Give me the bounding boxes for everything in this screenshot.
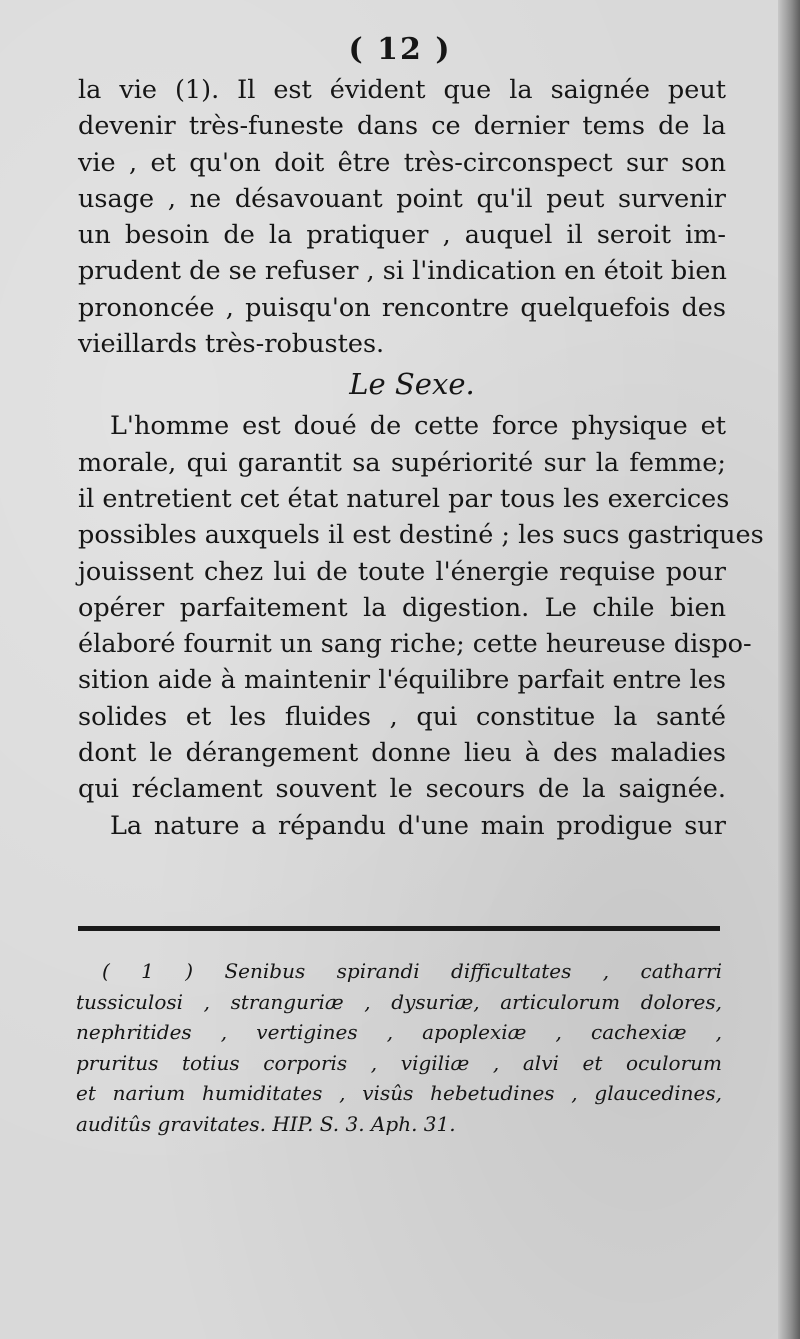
text-line: prononcée , puisqu'on rencontre quelquefois des [78,292,726,323]
text-line: solides et les fluides , qui constitue la santé [78,701,726,732]
text-line: qui réclament souvent le secours de la saignée. [78,774,726,805]
section-heading: Le Sexe. [349,367,475,402]
footnote [76,956,722,1140]
page-number: ( 12 ) [348,32,452,67]
text-line: morale, qui garantit sa supériorité sur la femme; [78,447,726,478]
text-line: opérer parfaitement la digestion. Le chile bien [78,592,726,623]
footnote-separator-rule [78,926,720,931]
footnote-line: auditûs gravitates. HIP. S. 3. Aph. 31. [76,1111,456,1136]
footnote-line: et narium humiditates , visûs hebetudines , glaucedines, [76,1081,722,1106]
footnote-line: pruritus totius corporis , vigiliæ , alvi et oculorum [76,1050,722,1075]
paragraph-1 [78,72,726,362]
text-line: devenir très-funeste dans ce dernier tems de la [78,111,726,142]
text-line: jouissent chez lui de toute l'énergie requise pour [78,556,726,587]
text-line: prudent de se refuser , si l'indication en étoit bien [78,256,727,287]
text-line: la vie (1). Il est évident que la saignée peut [78,75,726,105]
footnote-line: ( 1 ) Senibus spirandi difficultates , catharri [102,959,722,983]
text-line: usage , ne désavouant point qu'il peut survenir [78,183,726,214]
text-line: La nature a répandu d'une main prodigue sur [110,810,726,841]
paragraph-3 [78,808,726,844]
text-line: sition aide à maintenir l'équilibre parfait entre les [78,665,726,696]
text-line: vie , et qu'on doit être très-circonspect sur son [78,147,726,178]
text-line: il entretient cet état naturel par tous les exercices [78,483,730,514]
text-line: L'homme est doué de cette force physique et [110,411,726,442]
text-line: possibles auxquels il est destiné ; les sucs gastriques [78,520,764,551]
text-line: vieillards très-robustes. [78,329,385,360]
footnote-line: nephritides , vertigines , apoplexiæ , cachexiæ , [76,1020,722,1045]
text-line: un besoin de la pratiquer , auquel il seroit im- [78,220,726,251]
body-text [78,72,764,844]
footnote-line: tussiculosi , stranguriæ , dysuriæ, articulorum dolores, [76,989,722,1014]
text-line: dont le dérangement donne lieu à des maladies [78,738,726,769]
page-edge-shadow [778,0,800,1339]
paragraph-2 [78,408,764,807]
text-line: élaboré fournit un sang riche; cette heureuse dispo- [78,629,752,660]
